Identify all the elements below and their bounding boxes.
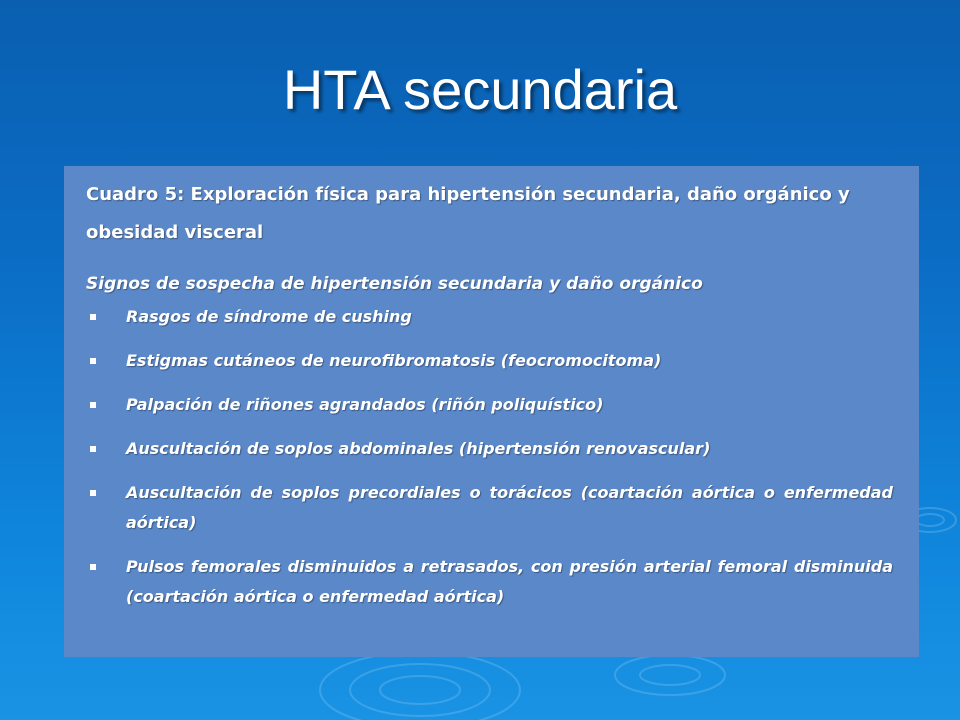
list-item (86, 434, 893, 464)
signs-list (86, 302, 893, 612)
list-item (86, 478, 893, 538)
list-item-text: Auscultación de soplos abdominales (hipertensión renovascular) (126, 439, 711, 458)
slide-title: HTA secundaria (282, 58, 678, 121)
list-item-text: Auscultación de soplos precordiales o torácicos (coartación aórtica o enfermedad aórtica) (126, 483, 893, 532)
content-box (64, 166, 919, 657)
square-bullet-icon (90, 402, 96, 408)
square-bullet-icon (90, 358, 96, 364)
list-item-text: Rasgos de síndrome de cushing (126, 307, 412, 326)
list-item-text: Pulsos femorales disminuidos a retrasados, con presión arterial femoral disminuida (coartación aórtica o enfermedad aórtica) (126, 557, 893, 606)
square-bullet-icon (90, 314, 96, 320)
list-item (86, 346, 893, 376)
square-bullet-icon (90, 446, 96, 452)
square-bullet-icon (90, 490, 96, 496)
list-item-text: Palpación de riñones agrandados (riñón poliquístico) (126, 395, 604, 414)
square-bullet-icon (90, 564, 96, 570)
box-subheading: Signos de sospecha de hipertensión secundaria y daño orgánico (86, 274, 703, 294)
list-item (86, 390, 893, 420)
list-item-text: Estigmas cutáneos de neurofibromatosis (feocromocitoma) (126, 351, 662, 370)
box-heading: Cuadro 5: Exploración física para hipertensión secundaria, daño orgánico y obesidad visceral (86, 184, 850, 243)
list-item (86, 302, 893, 332)
list-item (86, 552, 893, 612)
